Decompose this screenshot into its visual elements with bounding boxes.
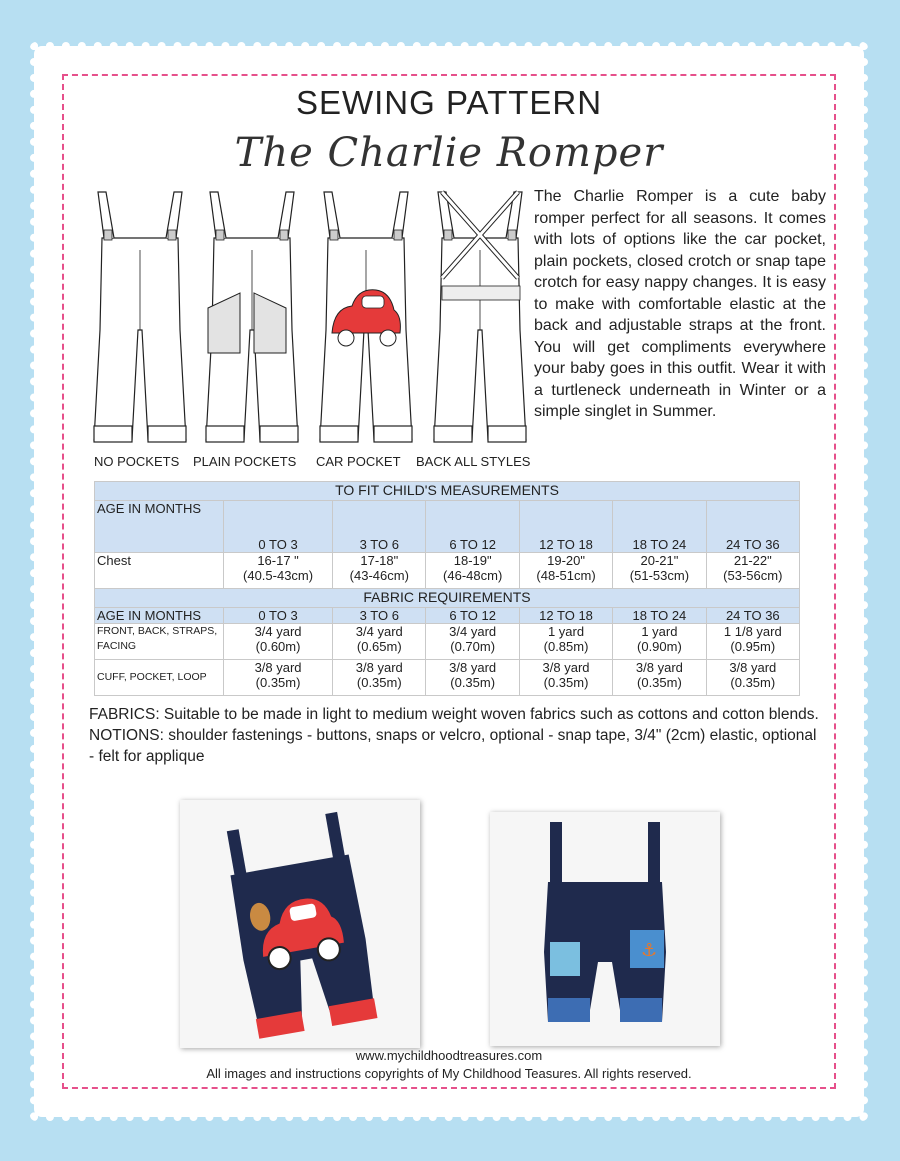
age-label: AGE IN MONTHS [95, 501, 224, 553]
fabric-cell [426, 660, 519, 696]
yardage: 3/8 yard [449, 660, 497, 675]
metres: (0.85m) [543, 639, 589, 654]
metres: (0.35m) [356, 675, 402, 690]
chest-cm: (48-51cm) [536, 568, 596, 583]
footer-copyright: All images and instructions copyrights of My Childhood Teasures. All rights reserved. [206, 1066, 692, 1081]
metres: (0.35m) [637, 675, 682, 690]
measurements-heading: TO FIT CHILD'S MEASUREMENTS [95, 482, 800, 501]
yardage: 3/4 yard [254, 624, 302, 639]
garment-label-car-pocket: CAR POCKET [316, 454, 401, 469]
pattern-description: The Charlie Romper is a cute baby romper perfect for all seasons. It comes with lots of options like the car pocket, plain pockets, closed crotch or snap tape crotch for easy nappy changes. It is easy to make with comfortable elastic at the back and adjustable straps at the front. You will get compliments everywhere your baby goes in this outfit. Wear it with a turtleneck underneath in Winter or a simple singlet in Summer. [534, 188, 826, 420]
anchor-romper-image [490, 812, 720, 1046]
fabric-cell [333, 660, 426, 696]
chest-in: 16-17 " [257, 553, 299, 568]
yardage: 3/8 yard [355, 660, 403, 675]
chest-cell [333, 553, 426, 589]
fabric-cell [519, 660, 612, 696]
age-cell: 18 TO 24 [613, 608, 706, 624]
photo-car-pocket-romper [180, 800, 420, 1048]
age-cell: 12 TO 18 [519, 501, 612, 553]
fabric-cell [613, 660, 706, 696]
age-label: AGE IN MONTHS [95, 608, 224, 624]
pattern-card [38, 50, 860, 1113]
fabric-cell [224, 660, 333, 696]
yardage: 1 yard [547, 624, 585, 639]
chest-in: 19-20" [547, 553, 585, 568]
fabric-row-label: CUFF, POCKET, LOOP [95, 660, 224, 696]
fabrics-text: FABRICS: Suitable to be made in light to medium weight woven fabrics such as cottons and cotton blends. [89, 706, 819, 723]
chest-in: 21-22" [733, 553, 772, 568]
yardage: 3/8 yard [254, 660, 302, 675]
photo-plain-pocket-romper [490, 812, 720, 1046]
yardage: 3/4 yard [449, 624, 497, 639]
chest-cell [224, 553, 333, 589]
fabric-cell [426, 624, 519, 660]
garment-label-plain-pockets: PLAIN POCKETS [193, 454, 297, 469]
svg-text:⚓: ⚓ [641, 940, 658, 961]
age-cell: 3 TO 6 [333, 608, 426, 624]
chest-cm: (53-56cm) [723, 568, 783, 583]
age-cell: 18 TO 24 [613, 501, 706, 553]
chest-cm: (51-53cm) [629, 568, 690, 583]
metres: (0.35m) [255, 675, 301, 690]
age-cell: 24 TO 36 [706, 501, 799, 553]
garment-label-back: BACK ALL STYLES [416, 454, 531, 469]
metres: (0.65m) [356, 639, 402, 654]
yardage: 1 yard [641, 624, 678, 639]
notions-text: NOTIONS: shoulder fastenings - buttons, snaps or velcro, optional - snap tape, 3/4" (2cm) elastic, optional - felt for applique [89, 727, 817, 765]
fabric-row-label: FRONT, BACK, STRAPS, FACING [95, 624, 224, 660]
car-romper-image [180, 800, 420, 1048]
metres: (0.35m) [543, 675, 589, 690]
chest-in: 18-19" [453, 553, 492, 568]
yardage: 1 1/8 yard [723, 624, 782, 639]
fabric-notes [89, 704, 819, 767]
fabric-cell [706, 660, 799, 696]
chest-cell [613, 553, 706, 589]
metres: (0.95m) [730, 639, 776, 654]
page-title: SEWING PATTERN [295, 84, 603, 121]
chest-cm: (46-48cm) [443, 568, 503, 583]
fabric-cell [706, 624, 799, 660]
fabric-cell [613, 624, 706, 660]
metres: (0.35m) [450, 675, 496, 690]
fabric-cell [519, 624, 612, 660]
metres: (0.35m) [730, 675, 776, 690]
garment-illustrations [90, 188, 535, 448]
age-cell: 24 TO 36 [706, 608, 799, 624]
pattern-name: The Charlie Romper [234, 130, 664, 176]
age-cell: 6 TO 12 [426, 501, 519, 553]
age-cell: 12 TO 18 [519, 608, 612, 624]
chest-cell [426, 553, 519, 589]
chest-cm: (40.5-43cm) [243, 568, 314, 583]
chest-cell [706, 553, 799, 589]
fabric-cell [224, 624, 333, 660]
yardage: 3/8 yard [635, 660, 683, 675]
metres: (0.70m) [450, 639, 496, 654]
romper-plain-pockets-icon [206, 192, 298, 442]
fabric-cell [333, 624, 426, 660]
yardage: 3/8 yard [729, 660, 777, 675]
chest-in: 17-18" [360, 553, 399, 568]
footer-url[interactable]: www.mychildhoodtreasures.com [355, 1048, 543, 1063]
garment-label-no-pockets: NO POCKETS [94, 454, 180, 469]
age-cell: 0 TO 3 [224, 608, 333, 624]
romper-car-pocket-icon [320, 192, 412, 442]
fabric-heading: FABRIC REQUIREMENTS [95, 589, 800, 608]
chest-in: 20-21" [640, 553, 679, 568]
romper-back-icon [434, 192, 526, 442]
age-cell: 3 TO 6 [333, 501, 426, 553]
age-cell: 0 TO 3 [224, 501, 333, 553]
size-chart [94, 481, 800, 696]
yardage: 3/8 yard [542, 660, 590, 675]
chest-label: Chest [95, 553, 224, 589]
romper-no-pockets-icon [94, 192, 186, 442]
chest-cell [519, 553, 612, 589]
age-cell: 6 TO 12 [426, 608, 519, 624]
chest-cm: (43-46cm) [349, 568, 409, 583]
metres: (0.90m) [637, 639, 682, 654]
metres: (0.60m) [255, 639, 301, 654]
yardage: 3/4 yard [355, 624, 403, 639]
